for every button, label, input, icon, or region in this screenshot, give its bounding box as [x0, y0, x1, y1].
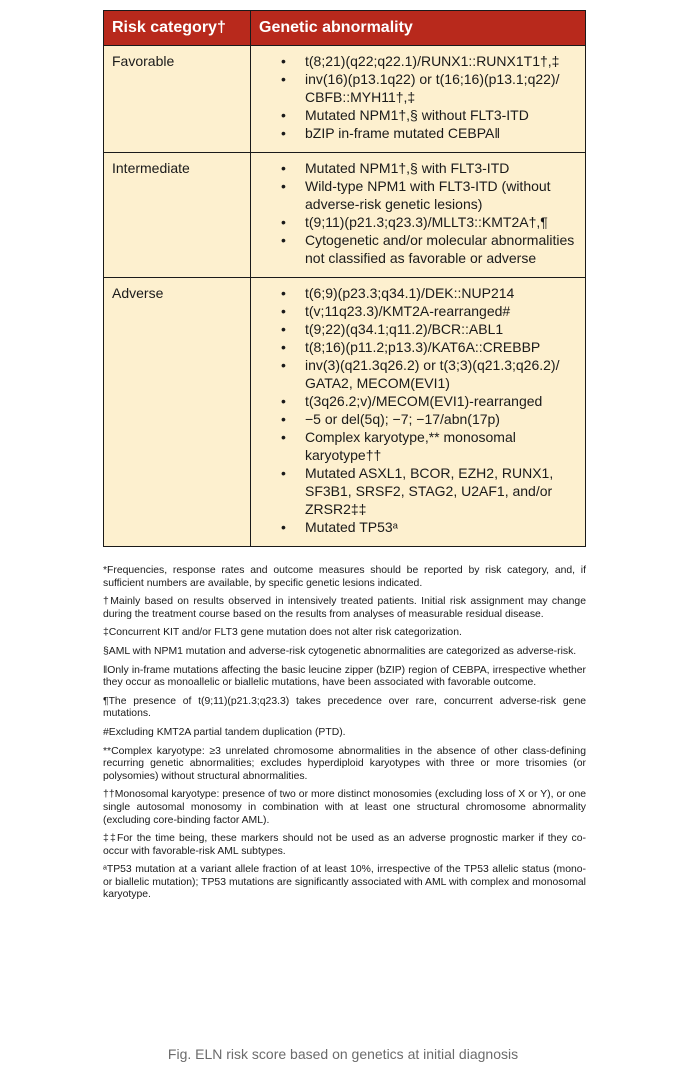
list-item: • t(6;9)(p23.3;q34.1)/DEK::NUP214 [295, 284, 577, 302]
table-row-favorable [104, 46, 586, 153]
list-item: • inv(3)(q21.3q26.2) or t(3;3)(q21.3;q26.2)/ GATA2, MECOM(EVI1) [295, 356, 577, 392]
footnote: #Excluding KMT2A partial tandem duplication (PTD). [103, 726, 346, 738]
footnote: ††Monosomal karyotype: presence of two or more distinct monosomies (excluding loss of X or Y), or one single autosomal monosomy in combination with at least one structural chromosome abnormality (excluding core-binding factor AML). [103, 789, 586, 826]
footnote: **Complex karyotype: ≥3 unrelated chromosome abnormalities in the absence of other class-defining recurring genetic abnormalities; excludes hyperdiploid karyotypes with three or more trisomies (or polysomies) without structural abnormalities. [103, 745, 586, 782]
list-item: • inv(16)(p13.1q22) or t(16;16)(p13.1;q22)/ CBFB::MYH11†,‡ [295, 70, 577, 106]
footnote: ¶The presence of t(9;11)(p21.3;q23.3) takes precedence over rare, concurrent adverse-risk gene mutations. [103, 695, 586, 720]
list-item: • −5 or del(5q); −7; −17/abn(17p) [295, 410, 577, 428]
footnote: *Frequencies, response rates and outcome measures should be reported by risk category, and, if sufficient numbers are available, by specific genetic lesions indicated. [103, 565, 586, 589]
abnormality-list [259, 284, 577, 536]
document [103, 10, 586, 908]
abnormality-cell [251, 153, 586, 278]
category-cell: Favorable [104, 46, 251, 153]
list-item: • t(3q26.2;v)/MECOM(EVI1)-rearranged [295, 392, 577, 410]
abnormality-list [259, 52, 577, 142]
header-genetic-abnormality: Genetic abnormality [251, 11, 586, 46]
list-item: • t(9;22)(q34.1;q11.2)/BCR::ABL1 [295, 320, 577, 338]
footnote: ‡‡For the time being, these markers should not be used as an adverse prognostic marker if they co-occur with favorable-risk AML subtypes. [103, 833, 586, 857]
abnormality-list [259, 159, 577, 267]
list-item: • t(9;11)(p21.3;q23.3)/MLLT3::KMT2A†,¶ [295, 213, 577, 231]
abnormality-cell [251, 46, 586, 153]
footnotes [103, 565, 586, 902]
list-item: • bZIP in-frame mutated CEBPA‖ [295, 124, 577, 142]
footnote: §AML with NPM1 mutation and adverse-risk cytogenetic abnormalities are categorized as adverse-risk. [103, 645, 577, 657]
footnote: ‖Only in-frame mutations affecting the basic leucine zipper (bZIP) region of CEBPA, irrespective whether they occur as monoallelic or biallelic mutations, have been associated with favorable outcome. [103, 664, 586, 689]
list-item: • Mutated ASXL1, BCOR, EZH2, RUNX1, SF3B1, SRSF2, STAG2, U2AF1, and/or ZRSR2‡‡ [295, 464, 577, 518]
table-row-intermediate [104, 153, 586, 278]
footnote: ‡Concurrent KIT and/or FLT3 gene mutation does not alter risk categorization. [103, 627, 462, 639]
header-risk-category: Risk category† [104, 11, 251, 46]
footnote: †Mainly based on results observed in intensively treated patients. Initial risk assignment may change during the treatment course based on the results from analyses of measurable residual disease. [103, 596, 586, 620]
abnormality-cell [251, 278, 586, 547]
list-item: • t(8;16)(p11.2;p13.3)/KAT6A::CREBBP [295, 338, 577, 356]
list-item: • Mutated NPM1†,§ with FLT3-ITD [295, 159, 577, 177]
footnote: ᵃTP53 mutation at a variant allele fraction of at least 10%, irrespective of the TP53 allelic status (mono- or biallelic mutation); TP53 mutations are significantly associated with AML with complex and monosomal karyotype. [103, 864, 586, 901]
eln-risk-table [103, 10, 586, 547]
category-cell: Intermediate [104, 153, 251, 278]
table-header-row [104, 11, 586, 46]
list-item: • Mutated TP53ᵃ [295, 518, 577, 536]
list-item: • Wild-type NPM1 with FLT3-ITD (without adverse-risk genetic lesions) [295, 177, 577, 213]
list-item: • Cytogenetic and/or molecular abnormalities not classified as favorable or adverse [295, 231, 577, 267]
category-cell: Adverse [104, 278, 251, 547]
table-row-adverse [104, 278, 586, 547]
list-item: • Mutated NPM1†,§ without FLT3-ITD [295, 106, 577, 124]
figure-caption: Fig. ELN risk score based on genetics at initial diagnosis [167, 1046, 519, 1062]
list-item: • Complex karyotype,** monosomal karyotype†† [295, 428, 577, 464]
list-item: • t(v;11q23.3)/KMT2A-rearranged# [295, 302, 577, 320]
list-item: • t(8;21)(q22;q22.1)/RUNX1::RUNX1T1†,‡ [295, 52, 577, 70]
